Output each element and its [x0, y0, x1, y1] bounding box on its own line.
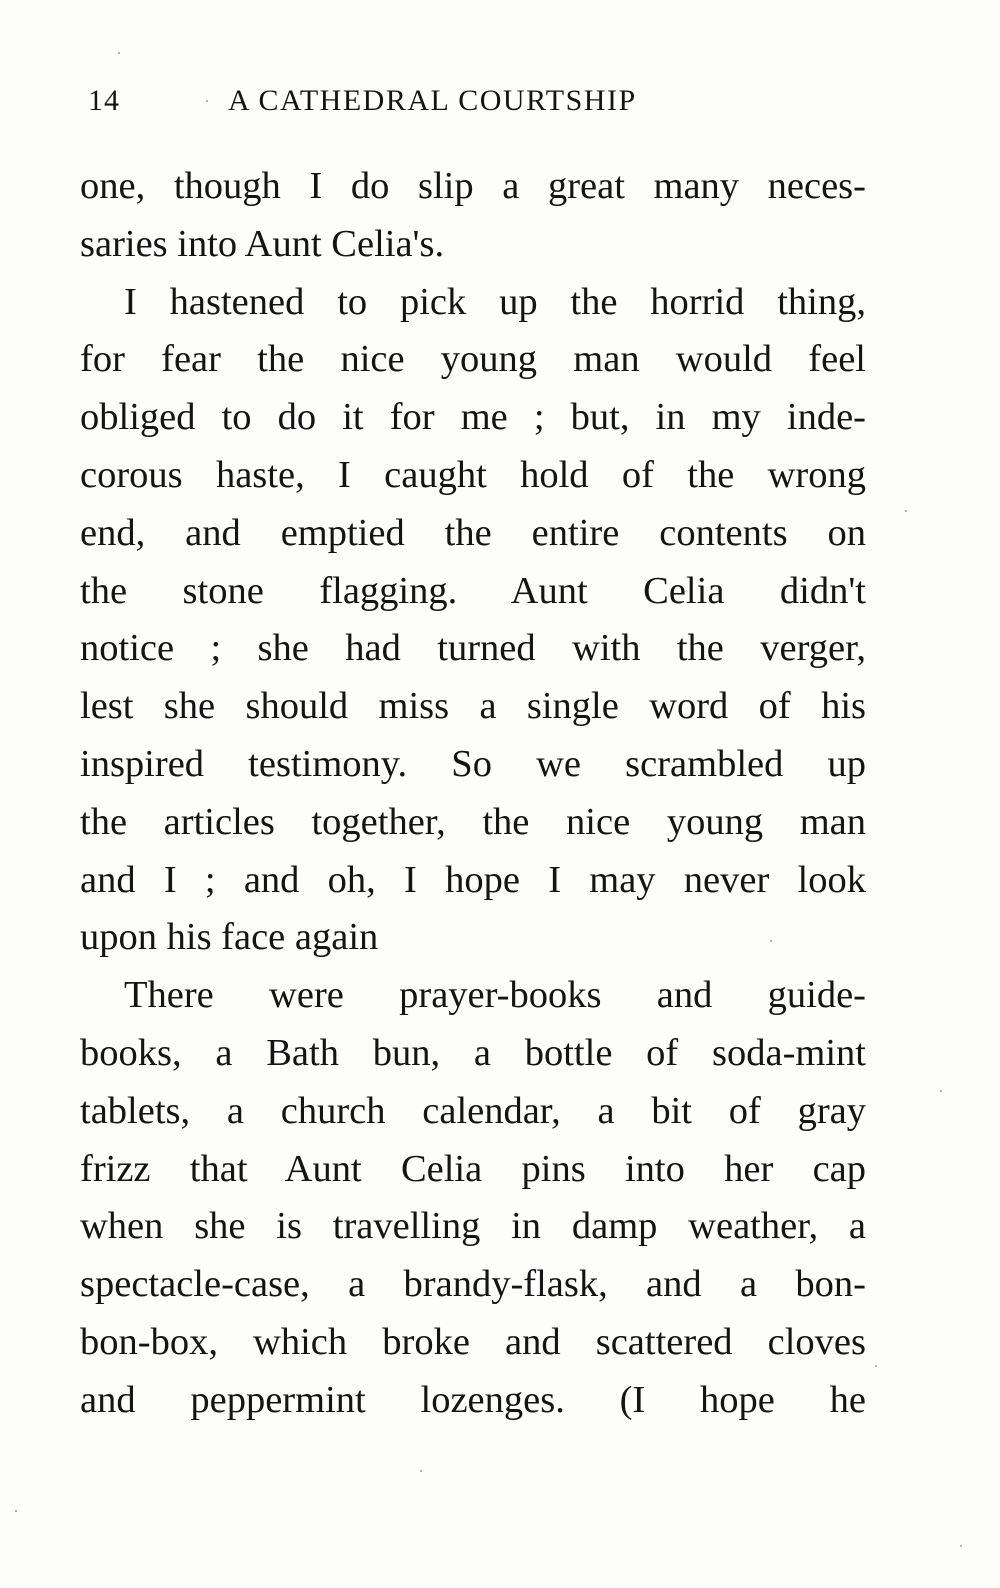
paper-speck	[15, 1510, 17, 1512]
text-line: obliged to do it for me ; but, in my inde-	[80, 396, 866, 439]
text-line: bon-box, which broke and scattered cloves	[80, 1320, 866, 1363]
text-line: one, though I do slip a great many neces-	[80, 165, 866, 207]
paper-speck	[420, 1470, 422, 1472]
text-line: tablets, a church calendar, a bit of gray	[80, 1089, 866, 1132]
page-number: 14	[88, 84, 120, 117]
text-line: upon his face again	[80, 916, 379, 959]
text-line: the articles together, the nice young man	[80, 800, 866, 843]
text-line: for fear the nice young man would feel	[80, 338, 866, 381]
text-line: corous haste, I caught hold of the wrong	[80, 453, 866, 496]
paragraph-first-line: I hastened to pick up the horrid thing,	[124, 280, 866, 323]
text-line: spectacle-case, a brandy-flask, and a bon-	[80, 1263, 866, 1306]
paper-speck	[905, 510, 907, 512]
paper-speck	[206, 100, 208, 102]
text-line: frizz that Aunt Celia pins into her cap	[80, 1147, 866, 1190]
text-line: end, and emptied the entire contents on	[80, 511, 866, 554]
text-line: books, a Bath bun, a bottle of soda-mint	[80, 1031, 866, 1074]
text-line: and peppermint lozenges. (I hope he	[80, 1378, 866, 1421]
body-text	[80, 158, 866, 1430]
text-line: when she is travelling in damp weather, a	[80, 1205, 866, 1248]
paper-speck	[875, 1365, 877, 1367]
text-line: and I ; and oh, I hope I may never look	[80, 858, 866, 901]
paper-speck	[118, 52, 120, 54]
text-line: lest she should miss a single word of his	[80, 685, 866, 728]
text-line: notice ; she had turned with the verger,	[80, 627, 866, 670]
paper-speck	[940, 1090, 942, 1092]
running-head: A CATHEDRAL COURTSHIP	[228, 84, 637, 117]
paper-speck	[960, 1545, 962, 1547]
text-line: saries into Aunt Celia's.	[80, 222, 445, 265]
paper-speck	[770, 940, 772, 942]
paragraph-first-line: There were prayer-books and guide-	[124, 974, 866, 1017]
page-header	[88, 84, 868, 134]
text-line: inspired testimony. So we scrambled up	[80, 742, 866, 785]
text-line: the stone flagging. Aunt Celia didn't	[80, 569, 866, 612]
